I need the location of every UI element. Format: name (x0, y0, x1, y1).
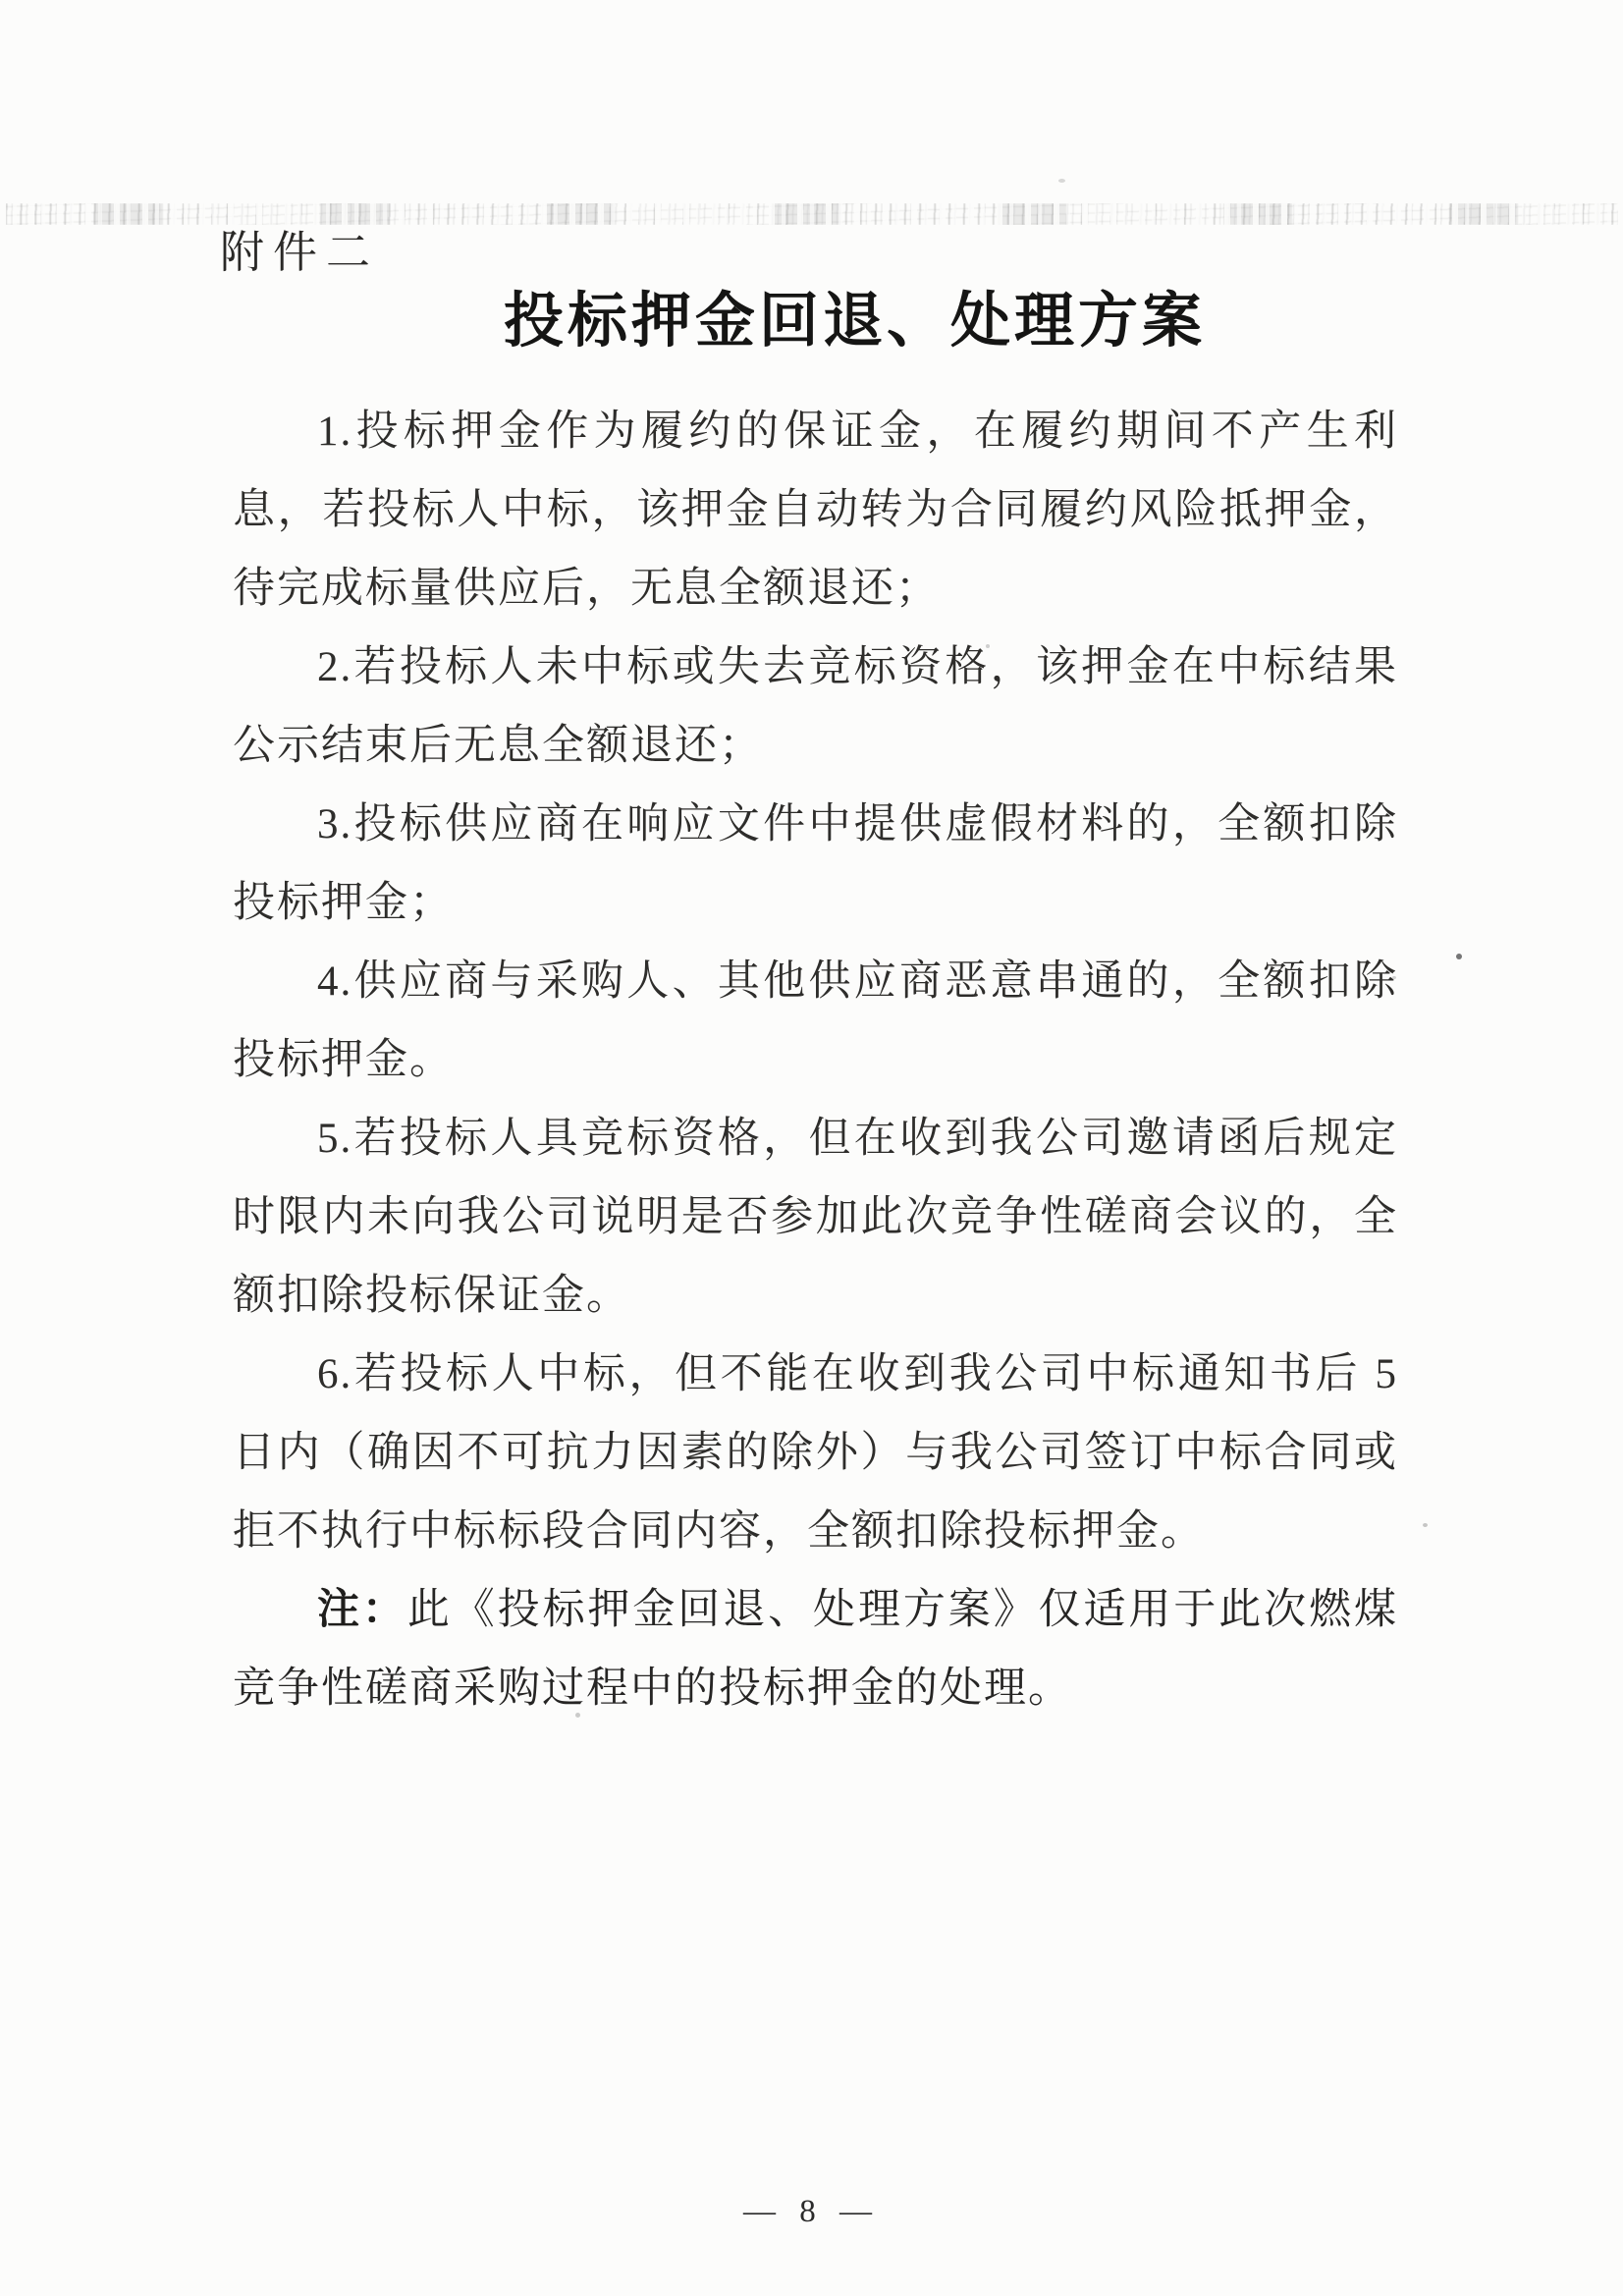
note-paragraph (233, 1571, 1398, 1728)
page-number: — 8 — (743, 2194, 880, 2229)
scan-speck (1058, 179, 1065, 183)
attachment-label: 附件二 (220, 228, 380, 277)
scan-speck (1392, 976, 1396, 979)
document-body (233, 393, 1398, 1728)
paragraph-6: 6.若投标人中标，但不能在收到我公司中标通知书后 5 日内（确因不可抗力因素的除外）与我公司签订中标合同或拒不执行中标标段合同内容，全额扣除投标押金。 (233, 1351, 1398, 1555)
paragraph-1: 1.投标押金作为履约的保证金，在履约期间不产生利息，若投标人中标，该押金自动转为合同履约风险抵押金，待完成标量供应后，无息全额退还； (233, 409, 1398, 612)
paragraph-3: 3.投标供应商在响应文件中提供虚假材料的，全额扣除投标押金； (233, 801, 1398, 926)
note-text: 此《投标押金回退、处理方案》仅适用于此次燃煤竞争性磋商采购过程中的投标押金的处理。 (233, 1587, 1399, 1712)
scan-speck (1456, 954, 1462, 959)
scan-speck (575, 1713, 580, 1718)
paragraph-2: 2.若投标人未中标或失去竞标资格，该押金在中标结果公示结束后无息全额退还； (233, 644, 1398, 769)
scan-speck (1423, 1523, 1428, 1527)
paragraph-5: 5.若投标人具竞标资格，但在收到我公司邀请函后规定时限内未向我公司说明是否参加此次竞争性磋商会议的，全额扣除投标保证金。 (233, 1116, 1398, 1319)
document-title: 投标押金回退、处理方案 (503, 289, 1206, 355)
note-prefix: 注： (317, 1587, 407, 1633)
scan-speck (986, 644, 990, 648)
paragraph-4: 4.供应商与采购人、其他供应商恶意串通的，全额扣除投标押金。 (233, 958, 1398, 1083)
